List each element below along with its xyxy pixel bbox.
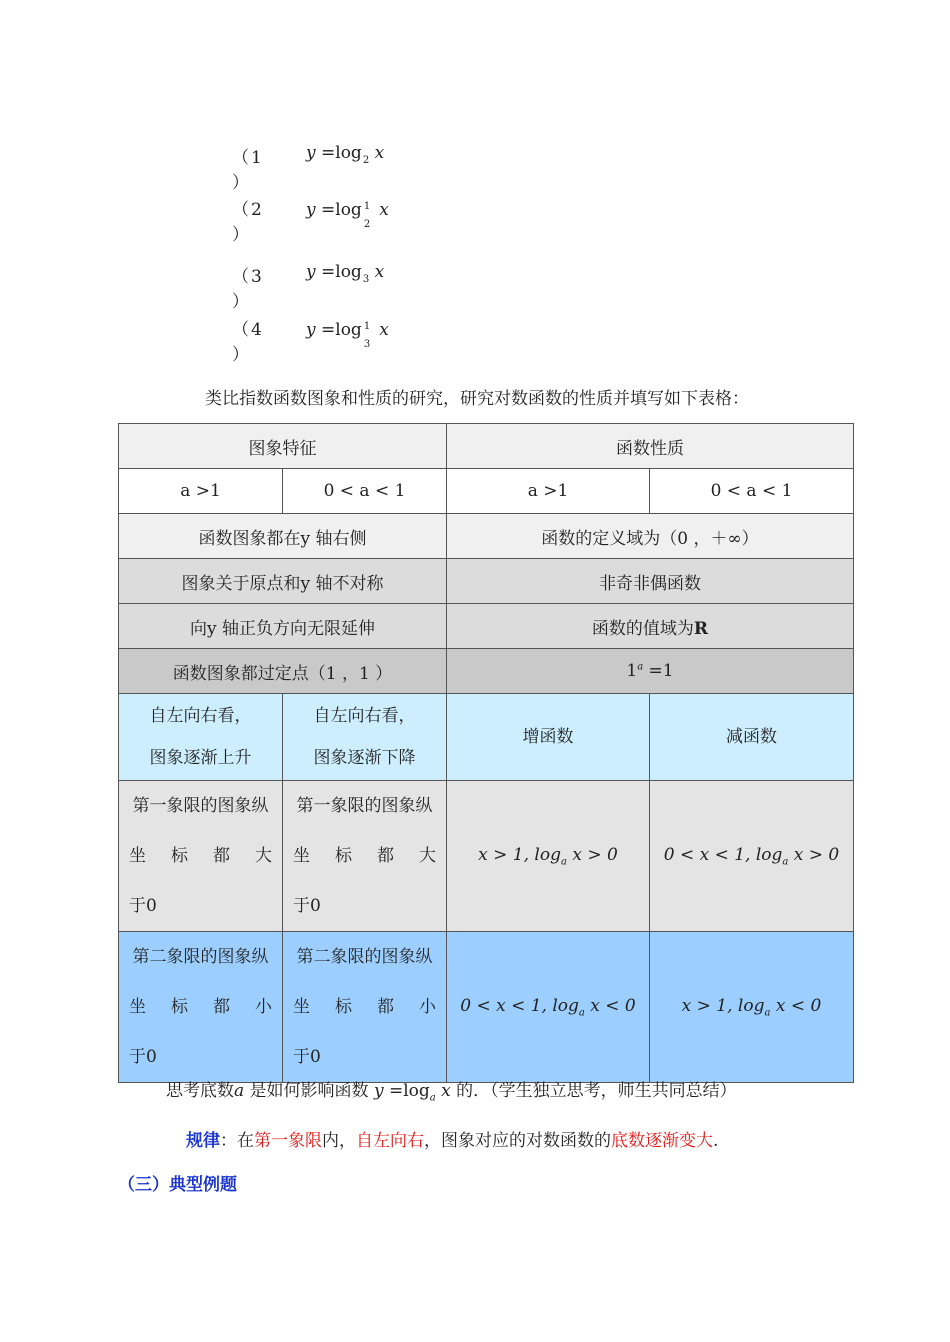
cell-increasing: 增函数 [447, 694, 650, 781]
table-row [119, 604, 854, 649]
equation-formula: $y =\log_3$ x [306, 262, 385, 285]
equation-number: （1 ） [232, 148, 264, 193]
cell-one-power: $1^a =1$ [447, 649, 854, 694]
cell-quadrant1-d: 0 < x < 1, $\log_a x > 0$ [650, 781, 854, 932]
table-row [119, 649, 854, 694]
cell-a-lt-1: 0 < a < 1 [650, 469, 854, 514]
cell-right-of-y-axis: 函数图象都在y 轴右侧 [119, 514, 447, 559]
cell-quadrant2-d: x > 1, $\log_a x < 0$ [650, 932, 854, 1083]
cell-quadrant2-a: 第二象限的图象纵坐标都小 于0 [119, 932, 283, 1083]
table-row [119, 932, 854, 1083]
cell-falling: 自左向右看， 图象逐渐下降 [283, 694, 447, 781]
equation-number: （3 ） [232, 267, 264, 312]
cell-range: 函数的值域为R [447, 604, 854, 649]
equation-formula: y =log 1 2 x [306, 200, 389, 230]
cell-quadrant1-a: 第一象限的图象纵坐标都大 于0 [119, 781, 283, 932]
intro-text: 类比指数函数图象和性质的研究，研究对数函数的性质并填写如下表格： [205, 389, 749, 409]
cell-a-lt-1: 0 < a < 1 [283, 469, 447, 514]
rule-label: 规律 [186, 1131, 220, 1151]
equation-number: （2 ） [232, 200, 264, 245]
equation-number: （4 ） [232, 320, 264, 365]
think-question: 思考底数a 是如何影响函数 $y =\log_a$ x 的．（学生独立思考，师生共同总结） [166, 1081, 737, 1104]
cell-rising: 自左向右看， 图象逐渐上升 [119, 694, 283, 781]
cell-fixed-point: 函数图象都过定点（1 ，1 ） [119, 649, 447, 694]
table-row [119, 781, 854, 932]
table-row [119, 514, 854, 559]
header-graph-features: 图象特征 [119, 424, 447, 469]
equation-formula: $y =\log_2$ x [306, 143, 385, 166]
cell-quadrant1-c: x > 1, $\log_a x > 0$ [447, 781, 650, 932]
table-row [119, 424, 854, 469]
cell-not-symmetric: 图象关于原点和y 轴不对称 [119, 559, 447, 604]
header-function-properties: 函数性质 [447, 424, 854, 469]
cell-quadrant1-b: 第一象限的图象纵坐标都大 于0 [283, 781, 447, 932]
cell-a-gt-1: a >1 [119, 469, 283, 514]
section-heading: （三）典型例题 [118, 1175, 237, 1195]
cell-quadrant2-c: 0 < x < 1, $\log_a x < 0$ [447, 932, 650, 1083]
cell-quadrant2-b: 第二象限的图象纵坐标都小 于0 [283, 932, 447, 1083]
cell-extends-infinitely: 向y 轴正负方向无限延伸 [119, 604, 447, 649]
cell-neither-odd-even: 非奇非偶函数 [447, 559, 854, 604]
table-row [119, 469, 854, 514]
table-row [119, 559, 854, 604]
table-row [119, 694, 854, 781]
cell-domain: 函数的定义域为（0 ，＋∞） [447, 514, 854, 559]
rule-summary: 规律：在第一象限内，自左向右，图象对应的对数函数的底数逐渐变大. [186, 1131, 719, 1151]
cell-a-gt-1: a >1 [447, 469, 650, 514]
equation-formula: y =log 1 3 x [306, 320, 389, 350]
properties-table [118, 423, 854, 1083]
cell-decreasing: 减函数 [650, 694, 854, 781]
